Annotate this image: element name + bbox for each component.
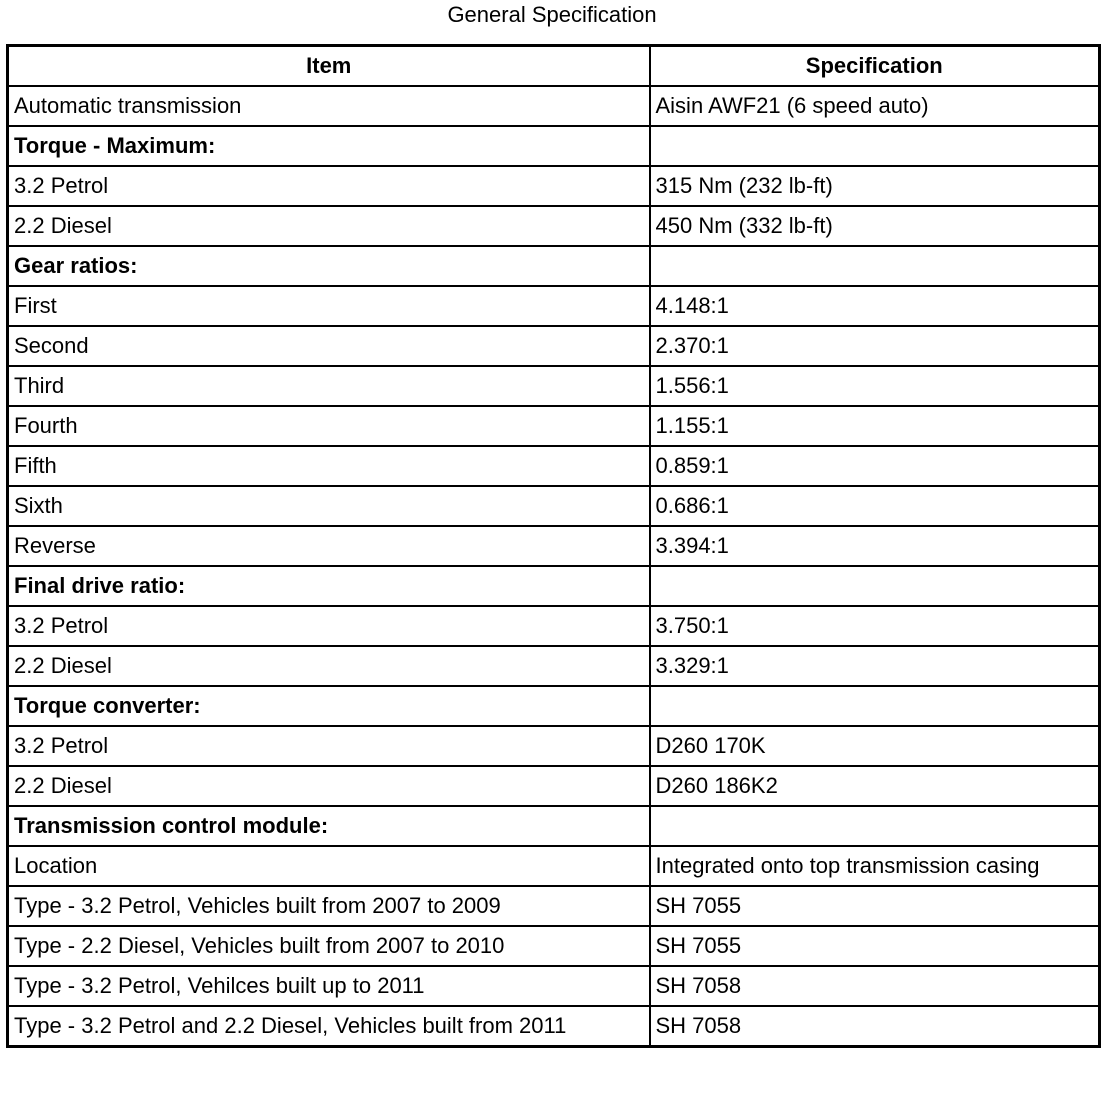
specification-cell: SH 7058	[650, 966, 1100, 1006]
section-heading-cell: Transmission control module:	[8, 806, 650, 846]
specification-cell: 1.155:1	[650, 406, 1100, 446]
table-section-row	[8, 806, 1100, 846]
specification-cell: D260 186K2	[650, 766, 1100, 806]
section-heading-cell: Gear ratios:	[8, 246, 650, 286]
specification-cell: SH 7058	[650, 1006, 1100, 1047]
table-row	[8, 846, 1100, 886]
specification-cell: 315 Nm (232 lb-ft)	[650, 166, 1100, 206]
section-heading-cell: Torque converter:	[8, 686, 650, 726]
item-cell: Sixth	[8, 486, 650, 526]
table-row	[8, 326, 1100, 366]
table-header-row	[8, 46, 1100, 87]
page-title: General Specification	[447, 2, 657, 27]
specification-cell: SH 7055	[650, 886, 1100, 926]
specification-cell: Integrated onto top transmission casing	[650, 846, 1100, 886]
item-cell: 2.2 Diesel	[8, 766, 650, 806]
specification-table	[6, 44, 1101, 1048]
specification-cell: D260 170K	[650, 726, 1100, 766]
item-cell: Type - 3.2 Petrol, Vehilces built up to 2011	[8, 966, 650, 1006]
table-row	[8, 646, 1100, 686]
item-cell: Type - 3.2 Petrol, Vehicles built from 2007 to 2009	[8, 886, 650, 926]
table-row	[8, 406, 1100, 446]
table-section-row	[8, 686, 1100, 726]
specification-cell: 2.370:1	[650, 326, 1100, 366]
specification-cell	[650, 806, 1100, 846]
specification-cell: 1.556:1	[650, 366, 1100, 406]
table-row	[8, 366, 1100, 406]
item-cell: 2.2 Diesel	[8, 646, 650, 686]
specification-cell: SH 7055	[650, 926, 1100, 966]
table-row	[8, 526, 1100, 566]
item-cell: 3.2 Petrol	[8, 726, 650, 766]
item-cell: 2.2 Diesel	[8, 206, 650, 246]
table-row	[8, 1006, 1100, 1047]
item-cell: Fourth	[8, 406, 650, 446]
item-cell: Second	[8, 326, 650, 366]
table-row	[8, 966, 1100, 1006]
section-heading-cell: Final drive ratio:	[8, 566, 650, 606]
item-cell: Type - 2.2 Diesel, Vehicles built from 2007 to 2010	[8, 926, 650, 966]
specification-cell	[650, 246, 1100, 286]
table-row	[8, 86, 1100, 126]
specification-cell: 3.329:1	[650, 646, 1100, 686]
item-cell: Fifth	[8, 446, 650, 486]
table-row	[8, 926, 1100, 966]
specification-cell: 0.859:1	[650, 446, 1100, 486]
item-cell: 3.2 Petrol	[8, 166, 650, 206]
specification-cell: 0.686:1	[650, 486, 1100, 526]
specification-cell	[650, 686, 1100, 726]
column-header-specification: Specification	[650, 46, 1100, 87]
table-section-row	[8, 566, 1100, 606]
table-row	[8, 606, 1100, 646]
table-row	[8, 726, 1100, 766]
specification-cell: Aisin AWF21 (6 speed auto)	[650, 86, 1100, 126]
specification-cell: 450 Nm (332 lb-ft)	[650, 206, 1100, 246]
item-cell: Automatic transmission	[8, 86, 650, 126]
table-row	[8, 446, 1100, 486]
specification-cell: 3.750:1	[650, 606, 1100, 646]
table-row	[8, 166, 1100, 206]
item-cell: Type - 3.2 Petrol and 2.2 Diesel, Vehicles built from 2011	[8, 1006, 650, 1047]
specification-cell	[650, 126, 1100, 166]
table-section-row	[8, 126, 1100, 166]
item-cell: Location	[8, 846, 650, 886]
item-cell: 3.2 Petrol	[8, 606, 650, 646]
table-section-row	[8, 246, 1100, 286]
specification-cell: 3.394:1	[650, 526, 1100, 566]
specification-cell	[650, 566, 1100, 606]
item-cell: First	[8, 286, 650, 326]
table-body	[8, 86, 1100, 1047]
table-row	[8, 766, 1100, 806]
item-cell: Third	[8, 366, 650, 406]
table-row	[8, 286, 1100, 326]
section-heading-cell: Torque - Maximum:	[8, 126, 650, 166]
specification-cell: 4.148:1	[650, 286, 1100, 326]
column-header-item: Item	[8, 46, 650, 87]
table-row	[8, 886, 1100, 926]
table-row	[8, 206, 1100, 246]
item-cell: Reverse	[8, 526, 650, 566]
table-row	[8, 486, 1100, 526]
